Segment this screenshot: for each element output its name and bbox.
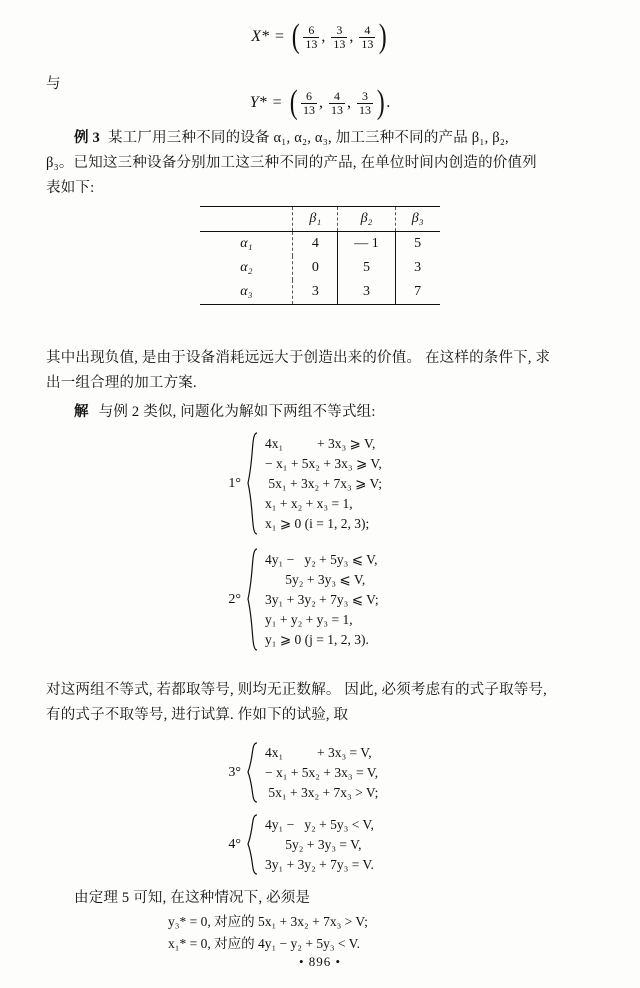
trailing-period: .	[386, 94, 391, 112]
right-paren: )	[379, 18, 388, 55]
equation-line: 4y₁ − y₂ + 5y₃ < V,	[265, 817, 374, 832]
after-table-paragraph	[46, 346, 598, 396]
closing-line-1: 由定理 5 可知, 在这种情况下, 必须是	[74, 890, 311, 906]
table-cell: 5	[338, 256, 396, 280]
equation-line: 5y₂ + 3y₃ = V,	[265, 837, 362, 852]
fraction-3: $\frac{4}{13}$	[361, 23, 374, 51]
equation-line: x₁ + x₂ + x₃ = 1,	[265, 496, 353, 511]
example-line-3: 表如下:	[46, 180, 95, 196]
system-4	[215, 814, 374, 876]
fraction-2: $\frac{4}{13}$	[330, 89, 343, 117]
example-line-2: β₃。已知这三种设备分别加工这三种不同的产品, 在单位时间内创造的价值列	[46, 155, 537, 171]
table-cell: 3	[338, 280, 396, 305]
equation-line: y₁ ⩾ 0 (j = 1, 2, 3).	[265, 632, 369, 647]
after-table-line-2: 出一组合理的加工方案.	[46, 375, 197, 391]
table-cell: 4	[293, 232, 338, 257]
example-line-1: 某工厂用三种不同的设备 α₁, α₂, α₃, 加工三种不同的产品 β₁, β₂,	[107, 130, 509, 146]
example-paragraph	[46, 126, 594, 201]
system-2-label: 2°	[228, 592, 241, 607]
system-4-label: 4°	[228, 837, 241, 852]
middle-paragraph	[46, 678, 598, 728]
after-table-line-1: 其中出现负值, 是由于设备消耗远远大于创造出来的价值。 在这样的条件下, 求	[46, 350, 551, 366]
equation-line: − x₁ + 5x₂ + 3x₃ = V,	[265, 765, 379, 780]
table-cell: 7	[395, 280, 439, 305]
equation-line: y₁ + y₂ + y₃ = 1,	[265, 612, 353, 627]
table-row-label-2: α₂	[240, 260, 253, 275]
closing-block	[46, 886, 598, 955]
table-header-row	[200, 207, 439, 232]
value-table	[0, 206, 640, 305]
closing-line-3: x₁* = 0, 对应的 4y₁ − y₂ + 5y₃ < V.	[168, 936, 361, 951]
table-row	[200, 232, 439, 257]
left-brace-icon	[245, 548, 259, 652]
middle-line-1: 对这两组不等式, 若都取等号, 则均无正数解。 因此, 必须考虑有的式子取等号,	[46, 682, 547, 698]
table-cell: 0	[293, 256, 338, 280]
equation-line: 5x₁ + 3x₂ + 7x₃ ⩾ V;	[265, 476, 383, 491]
solution-heading: 解	[74, 404, 89, 420]
table-col-header-2: β₂	[338, 207, 396, 232]
equation-line: 3y₁ + 3y₂ + 7y₃ = V.	[265, 857, 374, 872]
fraction-1: $\frac{6}{13}$	[302, 89, 315, 117]
table-cell: — 1	[338, 232, 396, 257]
table-cell: 3	[293, 280, 338, 305]
left-brace-icon	[245, 432, 259, 536]
table-row-label-3: α₃	[200, 280, 293, 305]
left-brace-icon	[245, 814, 259, 876]
table-corner-cell	[200, 207, 293, 232]
brace-icon	[245, 548, 259, 652]
table-row-label-1: α₁	[200, 232, 293, 257]
brace-icon	[245, 742, 259, 804]
equation-line: x₁ ⩾ 0 (i = 1, 2, 3);	[265, 516, 370, 531]
left-paren: (	[289, 84, 298, 121]
system-2	[215, 548, 379, 652]
table-col-header-1: β₁	[293, 207, 338, 232]
equation-x-star: X* = ( $\frac{6}{13}$ , $\frac{3}{13}$ , $\frac{4}{13}$ )	[251, 18, 388, 55]
table-row	[200, 280, 439, 305]
conjunction-yu: 与	[46, 76, 61, 92]
system-3-lines	[265, 743, 378, 803]
middle-line-2: 有的式子不取等号, 进行试算. 作如下的试验, 取	[46, 707, 349, 723]
fraction-3: $\frac{3}{13}$	[358, 89, 371, 117]
example-heading: 例 3	[74, 130, 100, 146]
system-4-lines	[265, 815, 374, 875]
system-1-lines	[265, 434, 382, 534]
table-cell: 3	[395, 256, 439, 280]
right-paren: )	[376, 84, 385, 121]
value-table-grid	[200, 206, 439, 305]
equation-line: 5x₁ + 3x₂ + 7x₃ > V;	[265, 785, 379, 800]
table-cell: 5	[395, 232, 439, 257]
table-col-header-3: β₃	[395, 207, 439, 232]
fraction-1: $\frac{6}{13}$	[305, 23, 318, 51]
system-3-label: 3°	[228, 765, 241, 780]
equation-line: 3y₁ + 3y₂ + 7y₃ ⩽ V;	[265, 592, 379, 607]
system-1-label: 1°	[228, 476, 241, 491]
fraction-2: $\frac{3}{13}$	[333, 23, 346, 51]
table-row	[200, 256, 439, 280]
solution-intro	[46, 400, 598, 425]
system-1	[215, 432, 382, 536]
equation-line: 4y₁ − y₂ + 5y₃ ⩽ V,	[265, 552, 378, 567]
x-star-label: X*	[251, 28, 270, 46]
y-star-label: Y*	[249, 94, 267, 112]
closing-line-2: y₃* = 0, 对应的 5x₁ + 3x₂ + 7x₃ > V;	[168, 914, 368, 929]
left-paren: (	[291, 18, 300, 55]
left-brace-icon	[245, 742, 259, 804]
brace-icon	[245, 432, 259, 536]
system-3	[215, 742, 378, 804]
equation-line: 4x₁ + 3x₃ = V,	[265, 745, 372, 760]
equation-y-star: Y* = ( $\frac{6}{13}$ , $\frac{4}{13}$ , $\frac{3}{13}$ ) .	[249, 84, 391, 121]
equation-line: − x₁ + 5x₂ + 3x₃ ⩾ V,	[265, 456, 382, 471]
equation-line: 4x₁ + 3x₃ ⩾ V,	[265, 436, 376, 451]
page-number: • 896 •	[298, 954, 342, 969]
equation-line: 5y₂ + 3y₃ ⩽ V,	[265, 572, 366, 587]
solution-intro-text: 与例 2 类似, 问题化为解如下两组不等式组:	[98, 404, 376, 420]
system-2-lines	[265, 550, 379, 650]
brace-icon	[245, 814, 259, 876]
